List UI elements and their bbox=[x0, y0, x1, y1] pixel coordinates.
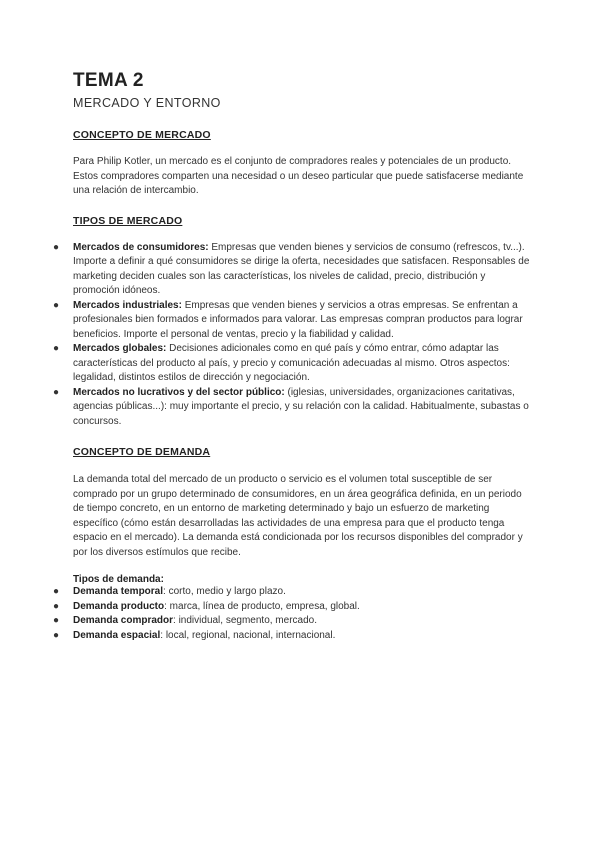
bullet-icon: ● bbox=[53, 343, 60, 354]
bullet-icon: ● bbox=[53, 586, 60, 597]
tipos-demanda-subheading: Tipos de demanda: bbox=[73, 574, 164, 585]
list-item: ● Demanda comprador: individual, segmento, mercado. bbox=[73, 614, 533, 629]
list-item: ● Demanda espacial: local, regional, nacional, internacional. bbox=[73, 629, 533, 644]
list-item: ● Mercados globales: Decisiones adicionales como en qué país y cómo entrar, cómo adaptar las características del producto al país, y precio y comunicación adecuadas al mismo. Otros aspectos: legalidad, distintos estilos de dirección y negociación. bbox=[53, 343, 510, 383]
section-heading-concepto-demanda: CONCEPTO DE DEMANDA bbox=[73, 446, 211, 458]
bullet-icon: ● bbox=[53, 600, 60, 612]
document-title: TEMA 2 bbox=[73, 70, 144, 91]
paragraph-concepto-mercado: Para Philip Kotler, un mercado es el conjunto de compradores reales y potenciales de un producto. Estos compradores comparten una necesidad o un deseo particular que puede satisfacerse mediante una relación de intercambio. bbox=[73, 156, 524, 196]
section-heading-tipos-mercado: TIPOS DE MERCADO bbox=[73, 214, 183, 227]
document-subtitle: MERCADO Y ENTORNO bbox=[73, 96, 221, 110]
list-item: ● Mercados de consumidores: Empresas que venden bienes y servicios de consumo (refrescos, tv...). Importe a definir a qué consumidores se dirige la oferta, necesidades que satisfacen. Responsables de marketing deciden cuales son las características, los niveles de calidad, precio, distribución y promoción idóneos. bbox=[53, 241, 530, 296]
tipos-demanda-list bbox=[53, 585, 533, 643]
list-item: ● Demanda temporal: corto, medio y largo plazo. bbox=[73, 585, 533, 600]
document-page bbox=[53, 70, 533, 643]
bullet-icon: ● bbox=[53, 299, 60, 311]
list-item: ● Demanda producto: marca, línea de producto, empresa, global. bbox=[73, 600, 533, 615]
list-item: ● Mercados industriales: Empresas que venden bienes y servicios a otras empresas. Se enfrentan a profesionales bien formados e informados para valorar. Las empresas compran productos para lograr beneficios. Importe el personal de ventas, precio y la fiabilidad y calidad. bbox=[53, 299, 523, 340]
bullet-icon: ● bbox=[53, 386, 60, 398]
paragraph-concepto-demanda: La demanda total del mercado de un producto o servicio es el volumen total susceptible de ser comprado por un grupo determinado de consumidores, en un área geográfica definida, en un periodo de tiempo concreto, en un entorno de marketing determinado y bajo un esfuerzo de marketing específico (cómo están desarrolladas las actividades de una empresa para que el producto tenga espacio en el mercado). La demanda está condicionada por los recursos disponibles del comprador y por los diversos estímulos que recibe. bbox=[73, 474, 523, 558]
bullet-icon: ● bbox=[53, 241, 60, 253]
list-item: ● Mercados no lucrativos y del sector público: (iglesias, universidades, organizaciones caritativas, agencias públicas...): muy importante el precio, y su relación con la calidad. Habitualmente, subastas o concursos. bbox=[53, 386, 529, 427]
tipos-mercado-list bbox=[53, 241, 533, 430]
bullet-icon: ● bbox=[53, 629, 60, 641]
bullet-icon: ● bbox=[53, 615, 60, 626]
section-heading-concepto-mercado: CONCEPTO DE MERCADO bbox=[73, 129, 211, 141]
